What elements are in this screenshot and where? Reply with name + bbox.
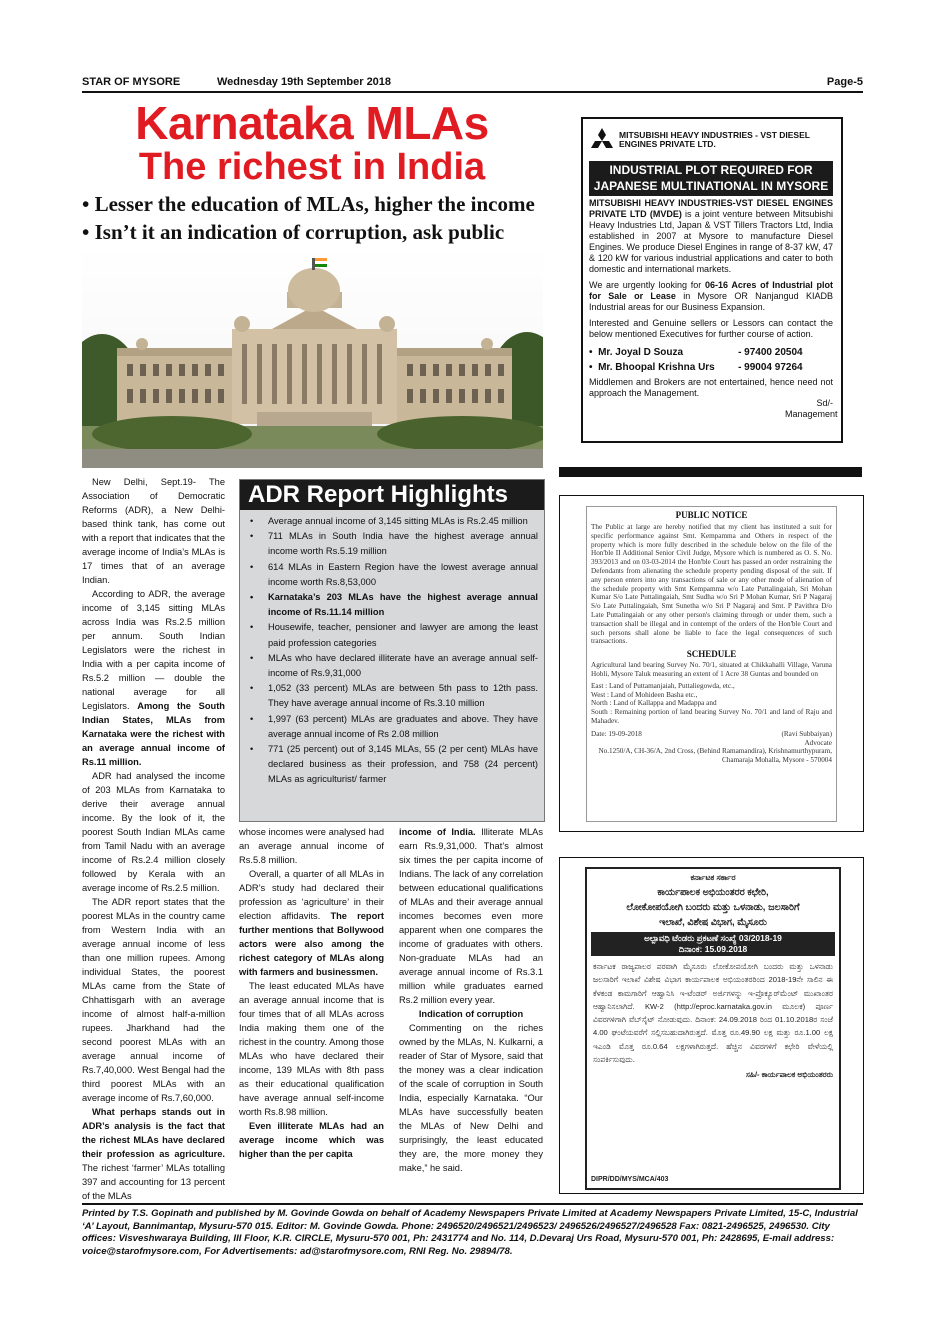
adr-highlights-title: ADR Report Highlights: [240, 480, 544, 510]
boundary-south: South : Remaining portion of land bearing Survey No. 70/1 and land of Raju and Mahadev.: [591, 708, 832, 725]
list-item: • Average annual income of 3,145 sitting MLAs is Rs.2.45 million: [248, 514, 538, 529]
ad-paragraph: Interested and Genuine sellers or Lessors can contact the below mentioned Executives for further course of action.: [589, 318, 833, 339]
deck-line-2: • Isn’t it an indication of corruption, ask public: [82, 220, 505, 244]
company-name: MITSUBISHI HEAVY INDUSTRIES - VST DIESEL ENGINES PRIVATE LTD.: [619, 130, 810, 149]
notice-paragraph: Agricultural land bearing Survey No. 70/1, situated at Chikkahalli Village, Varuna Hobli, Mysore Taluk measuring an extent of 1 Acre 38 Guntas and bounded on: [591, 661, 832, 678]
deck-line-1: • Lesser the education of MLAs, higher the income: [82, 192, 535, 216]
tender-header: [587, 869, 839, 930]
header-line: ಲೋಕೋಪಯೋಗಿ ಬಂದರು ಮತ್ತು ಒಳನಾಡು, ಜಲಸಾರಿಗೆ: [626, 902, 800, 913]
adr-highlights-box: [239, 479, 545, 822]
tender-date: ದಿನಾಂಕ: 15.09.2018: [678, 944, 748, 954]
public-notice: [559, 495, 864, 832]
article-paragraph: The ADR report states that the poorest MLAs in the country came from Western India with an average annual income of less than one million rupees. Among individual States, the poorest MLAs came from the State of Chhattisgarh with an average income of almost half-a-million rupees. Jharkhand had the second poorest MLAs with an average annual income of Rs.7,40,000. West Bengal had the third poorest MLAs with an average income of Rs.7,60,000.: [82, 897, 225, 1103]
tender-number: ಅಲ್ಪಾವಧಿ ಟೆಂಡರು ಪ್ರಕಟಣೆ ಸಂಖ್ಯೆ 03/2018-19: [644, 933, 782, 943]
three-diamonds-icon: [589, 127, 615, 153]
tender-number-band: [591, 932, 835, 956]
public-notice-text: [587, 523, 836, 765]
tender-signature: ಸಹಿ/- ಕಾರ್ಯಪಾಲಕ ಅಭಿಯಂತರರು: [745, 1070, 833, 1080]
boundary-north: North : Land of Kallappa and Madappa and: [591, 699, 717, 708]
article-bold-text: Among the South Indian States, MLAs from Karnataka were the richest with an average annual income of Rs.11 million.: [82, 701, 225, 767]
article-column-1: [82, 475, 225, 1203]
article-column-2: [239, 825, 384, 1161]
ad-signature: Sd/- Management: [785, 398, 838, 419]
imprint-footer: Printed by T.S. Gopinath and published by M. Govinde Gowda on behalf of Academy Newspapers Private Limited at Academy Newspapers Private Limited, 15-C, Industrial ‘A’ Layout, Bannimantap, Mysuru-570 015. Editor: M. Govinde Gowda. Phone: 2496520/2496521/2496523/ 2496526/2496527/2496528 Fax: 0821-2496525, 2496530. City offices: Visveshwaraya Building, III Floor, K.R. CIRCLE, Mysuru-570 001, Ph: 2431774 and No. 114, D.Devaraj Urs Road, Mysuru-570 001, Ph: 2428695, E-mail address: voice@starofmysore.com, For Advertisements: ad@starofmysore.com, RNI Reg. No. 29894/78.: [82, 1203, 863, 1258]
vidhana-soudha-photo: [82, 244, 543, 468]
contact-phone: - 97400 20504: [738, 347, 803, 358]
signature-row: [591, 730, 832, 748]
list-item: • MLAs who have declared illiterate have an average annual self-income of Rs.9,31,000: [248, 651, 538, 681]
page-number: Page-5: [826, 76, 863, 88]
headline-line-2: The richest in India: [138, 146, 486, 188]
public-notice-title: PUBLIC NOTICE: [675, 510, 748, 520]
ad-text: is a joint venture between Mitsubishi Heavy Industries Ltd, Japan & VST Tillers Tractors Ltd, India established in 2007 at Mysore to manufacture Diesel Engines. We produce Diesel Engines in range of 8-37 kW, 47 & 120 kW for various industrial applications and cater to both domestic and international markets.: [589, 209, 834, 274]
article-bold-text: What perhaps stands out in ADR’s analysis is the fact that the richest MLAs have declared their profession as agriculture.: [82, 1107, 225, 1159]
building-illustration-icon: [82, 244, 543, 468]
article-paragraph: [82, 1105, 225, 1203]
article-bold-text: The report further mentions that Bollywood actors were also among the richest category of MLAs along with farmers and businessmen.: [239, 911, 384, 977]
tender-notice-inner: [585, 867, 841, 1190]
ad-text: We are urgently looking for: [589, 280, 705, 290]
header-line: ಇಲಾಖೆ, ವಿಶೇಷ ವಿಭಾಗ, ಮೈಸೂರು: [659, 917, 767, 928]
article-text: According to ADR, the average income of 3,145 sitting MLAs across India was Rs.2.5 million per annum. South Indian Legislators were the richest in India with a per capita income of Rs.5.2 million — double the national average for all Legislators.: [82, 589, 225, 711]
article-paragraph: The least educated MLAs have an average annual income that is four times that of all MLAs across India making them one of the richest in the country. Among those MLAs who have declared their income, 139 MLAs with 8th pass as their educational qualification have average annual self-income worth Rs.8.98 million.: [239, 981, 384, 1117]
article-paragraph: Commenting on the riches owned by the MLAs, N. Kulkarni, a reader of Star of Mysore, said that the money was a clear indication of the scale of corruption in South India, especially Karnataka. “Our MLAs have successfully beaten the MLAs of New Delhi and surprisingly, the least educated they are, the more money they make,” he said.: [399, 1023, 543, 1173]
article-text: The richest ‘farmer’ MLAs totalling 397 and accounting for 13 percent of the MLAs: [82, 1163, 225, 1201]
article-paragraph: [239, 1119, 384, 1161]
list-item: • 1,052 (33 percent) MLAs are between 5th pass to 12th pass. They have average annual income of Rs.3.10 million: [248, 681, 538, 711]
list-item: • Karnataka’s 203 MLAs have the highest average annual income of Rs.11.14 million: [248, 590, 538, 620]
article-paragraph: New Delhi, Sept.19- The Association of Democratic Reforms (ADR), a New Delhi-based think tank, has come out with a report that indicates that the average income of India’s MLAs is 17 times that of an average Indian.: [82, 477, 225, 585]
contact-row: • Mr. Joyal D Souza - 97400 20504: [589, 347, 803, 358]
mitsubishi-logo: [589, 125, 833, 155]
ad-text: in Mysore OR Nanjangud KIADB Industrial areas for our Business Expansion.: [589, 291, 833, 312]
article-paragraph: whose incomes were analysed had an average annual income of Rs.5.8 million.: [239, 827, 384, 865]
public-notice-inner: [586, 506, 837, 822]
article-bold-text: Even illiterate MLAs had an average income which was higher than the per capita: [239, 1121, 384, 1159]
article-bold-text: income of India.: [399, 827, 476, 837]
article-paragraph: ADR had analysed the income of 203 MLAs from Karnataka to derive their average annual income. By the look of it, the poorest South Indian MLAs came from Tamil Nadu with an average income of Rs.2.4 million closely followed by Kerala with an average income of Rs.2.5 million.: [82, 771, 225, 893]
article-text: Illiterate MLAs earn Rs.9,31,000. That’s almost six times the per capita income of Indians. The lack of any correlation between educational qualifications of MLAs and their average annual incomes becomes even more apparent when one compares the income of graduates with others. Non-graduate MLAs had an average annual income of Rs.3.1 million while graduates earned Rs.2 million every year.: [399, 827, 544, 1005]
issue-date: Wednesday 19th September 2018: [217, 76, 392, 88]
header-line: ಕಾರ್ಯಪಾಲಕ ಅಭಿಯಂತರರ ಕಛೇರಿ,: [657, 887, 769, 898]
tender-code: DIPR/DD/MYS/MCA/403: [591, 1175, 669, 1183]
publication-name: STAR OF MYSORE: [82, 76, 181, 88]
advocate-title: Advocate: [804, 738, 832, 747]
ad-body: [589, 198, 838, 420]
ad-bold-text: 06-16 Acres of Industrial plot for Sale or Lease: [589, 280, 833, 301]
divider: [559, 467, 862, 477]
advocate-address: No.1250/A, CH-36/A, 2nd Cross, (Behind Ramamandira), Krishnamurthypuram, Chamaraja Mohalla, Mysore - 570004: [598, 747, 832, 765]
advocate-block: [781, 730, 832, 748]
schedule-title: SCHEDULE: [686, 649, 737, 660]
ad-paragraph: Middlemen and Brokers are not entertained, hence need not approach the Management.: [589, 377, 833, 398]
ad-paragraph: [589, 280, 833, 313]
contact-name: Mr. Bhoopal Krishna Urs: [598, 362, 715, 373]
adr-highlights-list: [248, 514, 538, 788]
contact-name: Mr. Joyal D Souza: [598, 347, 684, 358]
ad-bold-text: MITSUBISHI HEAVY INDUSTRIES-VST DIESEL ENGINES PRIVATE LTD (MVDE): [589, 198, 833, 219]
article-subhead: Indication of corruption: [418, 1009, 524, 1019]
contact-phone: - 99004 97264: [738, 362, 803, 373]
article-column-3: [399, 825, 543, 1175]
article-text: Overall, a quarter of all MLAs in ADR’s study had declared their profession as ‘agriculture’ in their election affidavits.: [239, 869, 384, 921]
article-paragraph: [239, 867, 384, 979]
list-item: • 771 (25 percent) out of 3,145 MLAs, 55 (2 per cent) MLAs have declared business as their profession, and 758 (24 percent) MLAs as agriculturist/ farmer: [248, 742, 538, 788]
article-paragraph: [82, 587, 225, 769]
list-item: • 614 MLAs in Eastern Region have the lowest average annual income worth Rs.8,53,000: [248, 560, 538, 590]
boundary-west: West : Land of Mohideen Basha etc.,: [591, 690, 698, 699]
contact-list: [589, 345, 833, 375]
mitsubishi-advertisement: [581, 117, 843, 443]
notice-date: Date: 19-09-2018: [591, 729, 642, 738]
headline-line-1: Karnataka MLAs: [135, 97, 489, 149]
notice-paragraph: The Public at large are hereby notified that my client has instituted a suit for specific performance against Smt. Kempamma and Others in respect of the property which is more fully described in the schedule below on the file of the Hon'ble II Additional Senior Civil Judge, Mysore which is numbered as O. S. No. 393/2013 and on 03-03-2014 the Hon'ble Court has passed an order restraining the Defendants from alienating the schedule property pending disposal of the suit. If any person enters into any transactions of sale or any other mode of alienation of the schedule property with Smt Kempamma w/o Late Puttalingaiah, Sri Mohan Kumar S/o Late Puttalingaiah, Smt Sudha w/o Sri P Mohan Kumar, Sri P Nagaraj S/o Late Puttalingaiah, Smt Sunetha w/o Sri P Nagaraj and Smt. P Pavithra D/o Late Puttalingaiah or any other person's claiming through or under them, such a transaction shall be illegal and in contempt of the orders of the Hon'ble Court and such persons shall alone be liable to face the legal consequences of such transactions.: [591, 523, 832, 646]
header-line: ಕರ್ನಾಟಕ ಸರ್ಕಾರ: [690, 873, 736, 882]
contact-row: • Mr. Bhoopal Krishna Urs - 99004 97264: [589, 362, 803, 373]
advocate-name: (Ravi Subbaiyan): [781, 729, 832, 738]
list-item: • 1,997 (63 percent) MLAs are graduates and above. They have average annual income of Rs 2.08 million: [248, 712, 538, 742]
tender-notice: [559, 857, 864, 1194]
ad-paragraph: [589, 198, 833, 275]
article-paragraph: [399, 825, 543, 1007]
boundary-east: East : Land of Puttamanjaiah, Puttaliegowda, etc.,: [591, 681, 735, 690]
tender-text: ಕರ್ನಾಟಕ ರಾಜ್ಯಪಾಲರ ಪರವಾಗಿ ಮೈಸೂರು ಲೋಕೋಪಯೋಗಿ ಬಂದರು ಮತ್ತು ಒಳನಾಡು ಜಲಸಾರಿಗೆ ಇಲಾಖೆ ವಿಶೇಷ ವಿಭಾಗ ಕಾರ್ಯಪಾಲಕ ಅಭಿಯಂತರರಿಂದ 2018-19ನೇ ಸಾಲಿನ ಈ ಕೆಳಕಂಡ ಕಾಮಗಾರಿಗೆ ಆಹ್ವಾನಿಸಿ ಇ-ಟೆಂಡರ್ ಅರ್ಜಿಗಳನ್ನು ಇ-ಪ್ರೊಕ್ಯೂರ್‌ಮೆಂಟ್ ಮುಖಾಂತರ ಆಹ್ವಾನಿಸಲಾಗಿದೆ. KW-2 (http://eproc.karnataka.gov.in ಮೂಲಕ) ಪೂರ್ಣ ವಿವರಗಳಿಗಾಗಿ ವೆಬ್‌ಸೈಟ್ ನೋಡುವುದು. ದಿನಾಂಕ: 24.09.2018 ರಿಂದ 01.10.2018ರ ಸಂಜೆ 4.00 ಘಂಟೆಯವರೆಗೆ ಸಲ್ಲಿಸಬಹುದಾಗಿರುತ್ತದೆ. ಮೊತ್ತ ರೂ.49.90 ಲಕ್ಷ ಮತ್ತು ರೂ.1.00 ಲಕ್ಷ ಇಎಂಡಿ ಮೊತ್ತ ರೂ.0.64 ಲಕ್ಷಗಳಾಗಿರುತ್ತದೆ. ಹೆಚ್ಚಿನ ವಿವರಗಳಿಗೆ ಕಛೇರಿ ವೇಳೆಯಲ್ಲಿ ಸಂಪರ್ಕಿಸುವುದು.: [593, 962, 833, 1065]
ad-headline-band: INDUSTRIAL PLOT REQUIRED FOR JAPANESE MULTINATIONAL IN MYSORE: [589, 161, 833, 196]
list-item: • 711 MLAs in South India have the highest average annual income worth Rs.5.19 million: [248, 529, 538, 559]
masthead: [82, 76, 863, 93]
list-item: • Housewife, teacher, pensioner and lawyer are among the least paid profession categories: [248, 620, 538, 650]
